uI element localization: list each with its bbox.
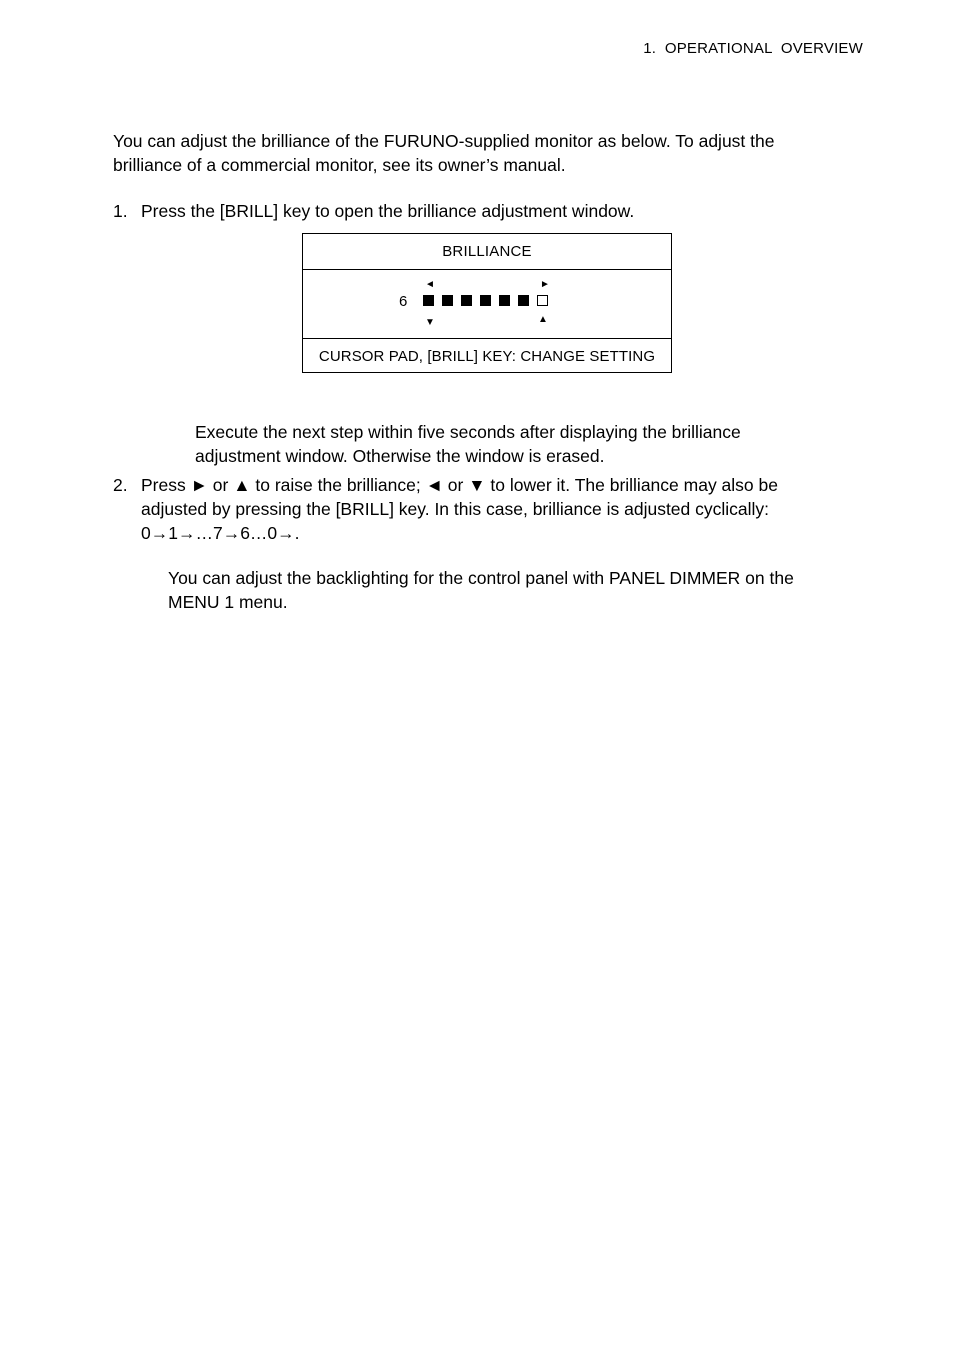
left-arrow-icon: ◄ (425, 279, 435, 290)
down-arrow-icon: ▼ (425, 317, 435, 328)
level-square-filled (423, 295, 434, 306)
step-2-text: Press ► or ▲ to raise the brilliance; ◄ or ▼ to lower it. The brilliance may also be adjusted by pressing the [BRILL] key. In this case, brilliance is adjusted cyclically: 0→1→…7→6…0→. (141, 475, 778, 543)
section-header: 1. OPERATIONAL OVERVIEW (643, 40, 863, 57)
level-square-filled (518, 295, 529, 306)
brilliance-level-area (303, 270, 671, 339)
step-2-number: 2. (113, 475, 128, 495)
step-1-number: 1. (113, 201, 128, 221)
right-arrow-icon: ► (540, 279, 550, 290)
level-square-filled (480, 295, 491, 306)
level-square-filled (499, 295, 510, 306)
level-square-filled (442, 295, 453, 306)
brilliance-window-title: BRILLIANCE (303, 234, 671, 270)
note-paragraph: Execute the next step within five seconds after displaying the brilliance adjustment window. Otherwise the window is erased. (195, 422, 741, 466)
level-square-filled (461, 295, 472, 306)
brilliance-value: 6 (399, 293, 408, 310)
step-1-text: Press the [BRILL] key to open the brilliance adjustment window. (141, 201, 635, 221)
up-arrow-icon: ▲ (538, 314, 548, 325)
brilliance-window (302, 233, 672, 373)
level-square-empty (537, 295, 548, 306)
brilliance-window-footer: CURSOR PAD, [BRILL] KEY: CHANGE SETTING (318, 348, 656, 365)
note-paragraph-2: You can adjust the backlighting for the control panel with PANEL DIMMER on the MENU 1 menu. (168, 568, 794, 612)
intro-paragraph: You can adjust the brilliance of the FURUNO-supplied monitor as below. To adjust the brilliance of a commercial monitor, see its owner’s manual. (113, 131, 775, 175)
